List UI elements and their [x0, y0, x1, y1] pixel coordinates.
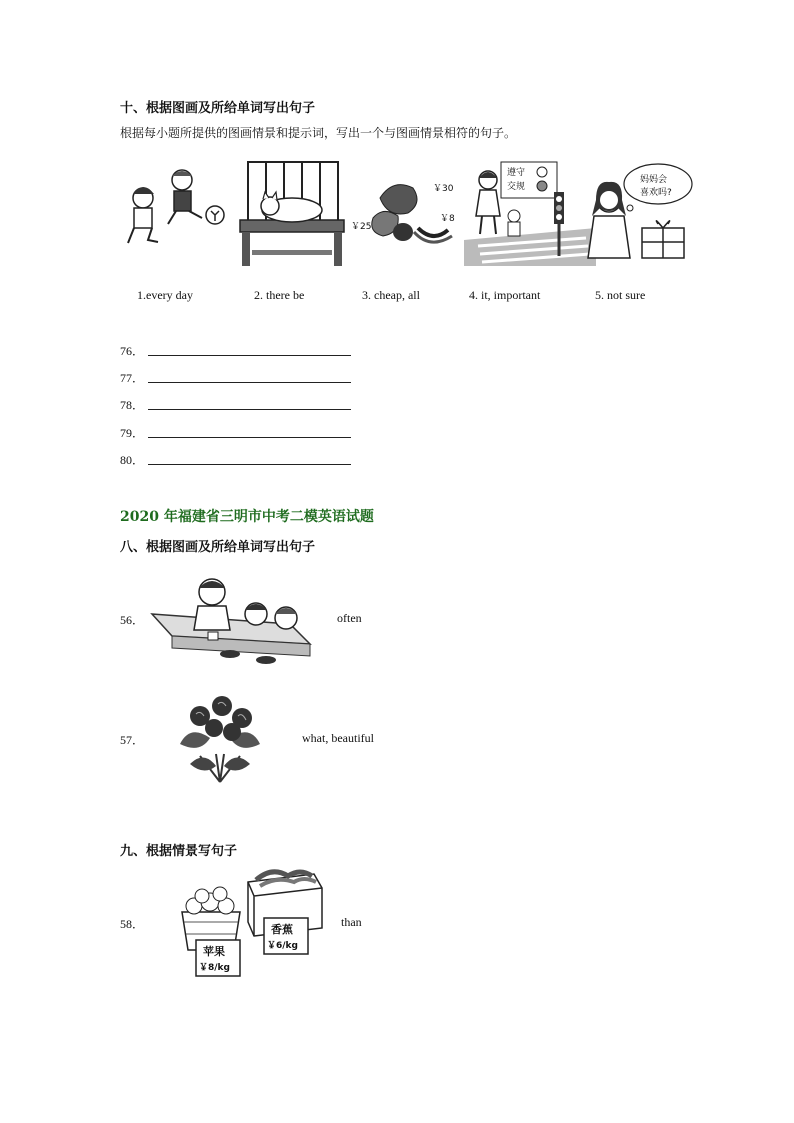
roses-bouquet-picture	[170, 694, 270, 786]
apple-price: ￥8/kg	[199, 963, 230, 973]
kids-football-picture	[128, 170, 224, 243]
question-56-number: 56．	[120, 613, 145, 627]
cat-chair-picture	[240, 162, 344, 266]
section-10-instruction: 根据每小题所提供的图画情景和提示词，写出一个与图画情景相符的句子。	[120, 126, 517, 140]
section-10-title: 十、根据图画及所给单词写出句子	[120, 101, 316, 116]
question-58-number: 58．	[120, 917, 145, 931]
hint-4: 4. it, important	[469, 288, 541, 302]
girl-gift-picture	[588, 164, 692, 258]
question-80-number: 80．	[120, 453, 145, 467]
price-30-label: ￥30	[433, 184, 454, 194]
question-57-hint: what, beautiful	[302, 731, 374, 745]
price-8-label: ￥8	[440, 214, 455, 224]
price-25-label: ￥25	[351, 222, 372, 232]
food-prices-picture	[351, 183, 455, 242]
answer-line-78[interactable]	[148, 409, 351, 410]
section-8-title: 八、根据图画及所给单词写出句子	[120, 540, 316, 555]
thought-line1: 妈妈会	[640, 175, 668, 185]
apples-bananas-prices-picture	[176, 866, 326, 978]
question-58-hint: than	[341, 915, 362, 929]
traffic-sign-line2: 交规	[507, 182, 526, 192]
section-9-title: 九、根据情景写句子	[120, 844, 238, 859]
hint-3: 3. cheap, all	[362, 288, 420, 302]
picture-row	[118, 158, 696, 270]
answer-line-77[interactable]	[148, 382, 351, 383]
exam-2020-title: 2020 年福建省三明市中考二模英语试题	[120, 509, 374, 525]
answer-line-76[interactable]	[148, 355, 351, 356]
kids-doing-chores-picture	[150, 574, 312, 670]
question-56-hint: often	[337, 611, 362, 625]
question-57-number: 57．	[120, 733, 145, 747]
question-76-number: 76．	[120, 344, 145, 358]
traffic-crossing-picture	[464, 162, 596, 266]
hint-5: 5. not sure	[595, 288, 646, 302]
question-79-number: 79．	[120, 426, 145, 440]
question-78-number: 78．	[120, 398, 145, 412]
question-77-number: 77．	[120, 371, 145, 385]
thought-line2: 喜欢吗?	[640, 188, 672, 198]
banana-label: 香蕉	[271, 923, 293, 936]
traffic-sign-line1: 遵守	[507, 168, 526, 178]
hint-2: 2. there be	[254, 288, 305, 302]
hint-1: 1.every day	[137, 288, 193, 302]
answer-line-79[interactable]	[148, 437, 351, 438]
banana-price: ￥6/kg	[267, 941, 298, 951]
answer-line-80[interactable]	[148, 464, 351, 465]
apple-label: 苹果	[203, 945, 225, 958]
